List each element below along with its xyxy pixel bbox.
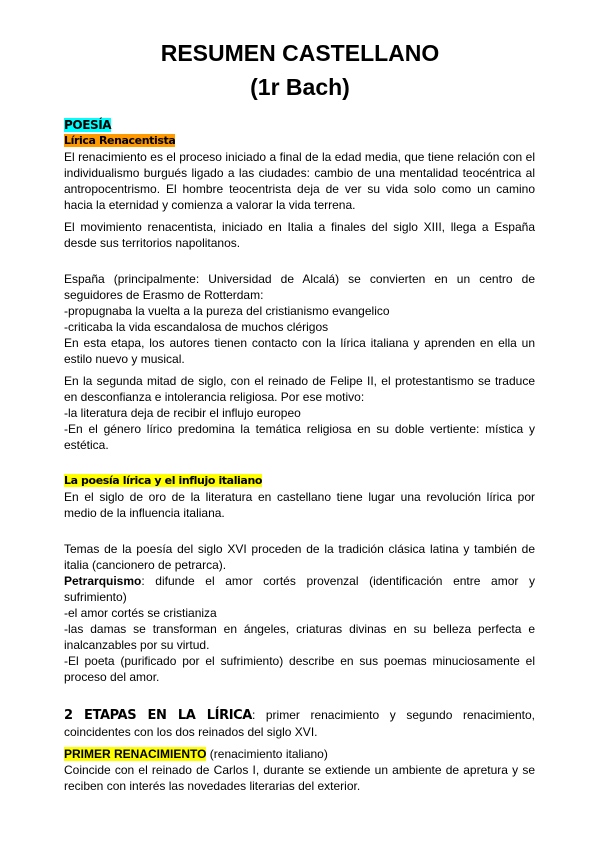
- paragraph: En la segunda mitad de siglo, con el reinado de Felipe II, el protestantismo se traduce en desconfianza e intolerancia religiosa. Por ese motivo:: [64, 374, 535, 404]
- paragraph: En el siglo de oro de la literatura en castellano tiene lugar una revolución lírica por medio de la influencia italiana.: [64, 490, 535, 520]
- section-heading-poesia: POESÍA: [64, 118, 112, 132]
- primer-renacimiento-line: [64, 746, 535, 762]
- etapas-text: : primer renacimiento y segundo renacimiento, coincidentes con los dos reinados del siglo XVI.: [64, 708, 535, 739]
- petrarquismo-label: Petrarquismo: [64, 574, 142, 588]
- list-item: -el amor cortés se cristianiza: [64, 606, 217, 620]
- subheading-lirica-renacentista: Lírica Renacentista: [64, 134, 176, 147]
- petrarquismo-line: [64, 573, 535, 605]
- primer-renacimiento-heading: PRIMER RENACIMIENTO: [64, 747, 207, 761]
- list-item: -criticaba la vida escandalosa de muchos clérigos: [64, 320, 329, 334]
- etapas-heading: 2 ETAPAS EN LA LÍRICA: [64, 708, 252, 723]
- paragraph: En esta etapa, los autores tienen contacto con la lírica italiana y aprenden en ella un estilo nuevo y musical.: [64, 336, 535, 366]
- document-title: RESUMEN CASTELLANO: [160, 40, 440, 66]
- subheading-influjo-italiano: La poesía lírica y el influjo italiano: [64, 474, 263, 487]
- primer-renacimiento-paren: (renacimiento italiano): [206, 747, 328, 761]
- list-item: -las damas se transforman en ángeles, criaturas divinas en su belleza perfecta e inalcanzables por su virtud.: [64, 622, 535, 652]
- paragraph: Temas de la poesía del siglo XVI proceden de la tradición clásica latina y también de italia (cancionero de petrarca).: [64, 542, 535, 572]
- list-item: -El poeta (purificado por el sufrimiento) describe en sus poemas minuciosamente el proceso del amor.: [64, 654, 535, 684]
- list-item: -En el género lírico predomina la temática religiosa en su doble vertiente: mística y estética.: [64, 422, 535, 452]
- paragraph: El movimiento renacentista, iniciado en Italia a finales del siglo XIII, llega a España desde sus territorios napolitanos.: [64, 220, 535, 250]
- paragraph: Coincide con el reinado de Carlos I, durante se extiende un ambiente de apretura y se reciben con interés las novedades literarias del exterior.: [64, 763, 535, 793]
- paragraph: El renacimiento es el proceso iniciado a final de la edad media, que tiene relación con el individualismo burgués ligado a las ciudades: cambio de una mentalidad teocéntrica al antropocentrismo. El hombre teocentrista deja de ver su vida solo como un camino hacia la eternidad y comienza a valorar la vida terrena.: [64, 150, 535, 212]
- document-body: [64, 117, 535, 794]
- document-subtitle: (1r Bach): [250, 74, 350, 100]
- petrarquismo-text: : difunde el amor cortés provenzal (identificación entre amor y sufrimiento): [64, 574, 535, 604]
- list-item: -propugnaba la vuelta a la pureza del cristianismo evangelico: [64, 304, 390, 318]
- list-item: -la literatura deja de recibir el influjo europeo: [64, 406, 301, 420]
- paragraph: España (principalmente: Universidad de Alcalá) se convierten en un centro de seguidores de Erasmo de Rotterdam:: [64, 272, 535, 302]
- etapas-line: [64, 707, 535, 740]
